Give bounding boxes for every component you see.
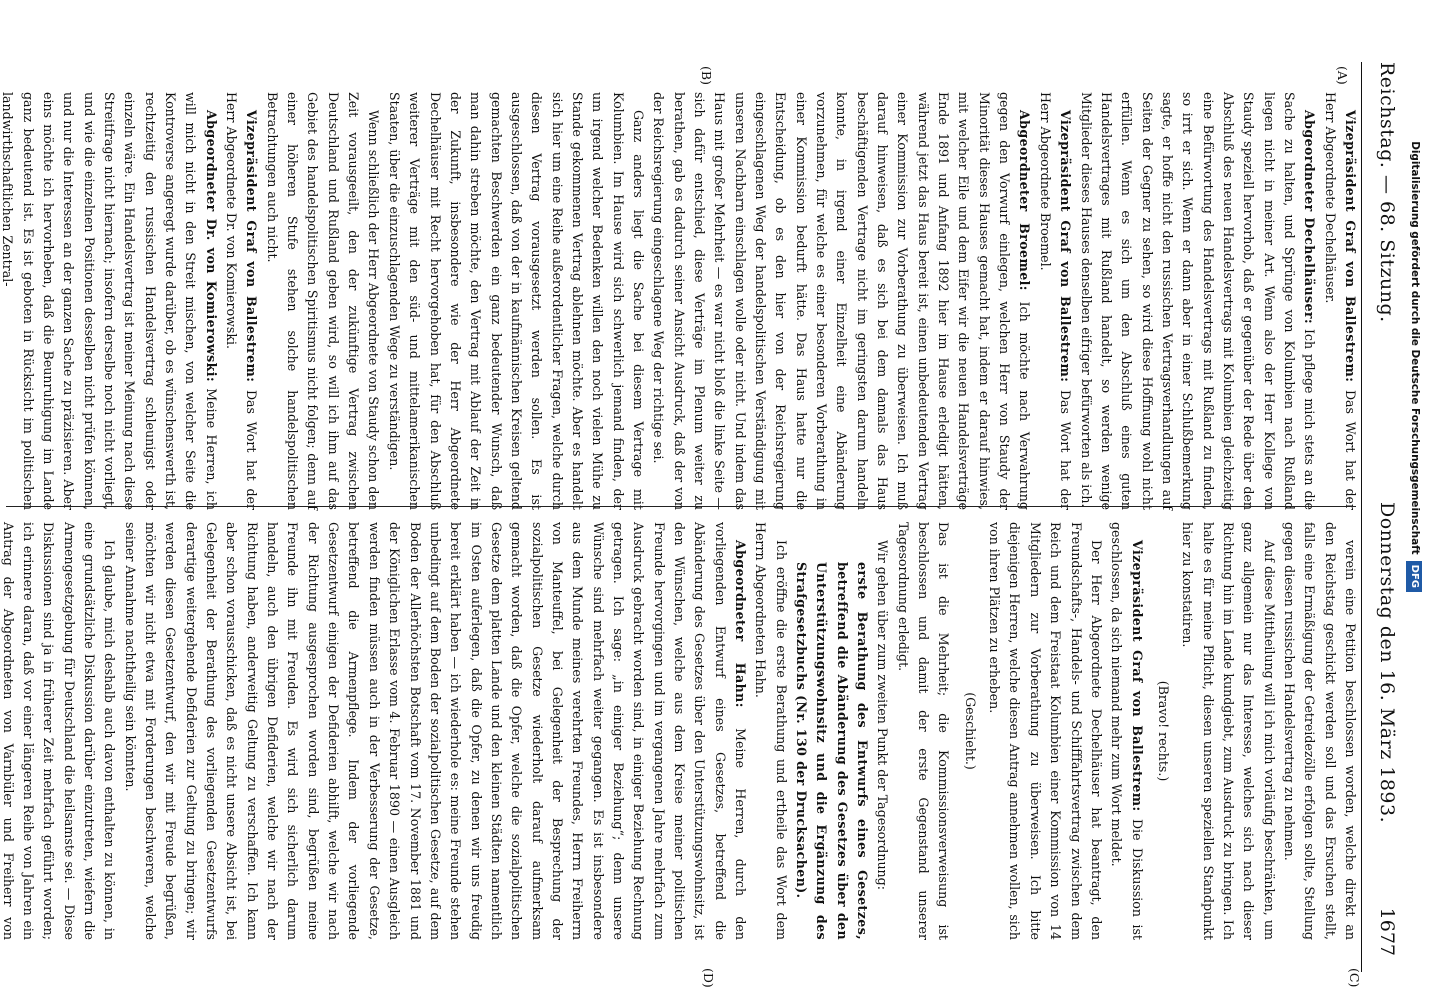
paragraph-text: Wir gehen über zum zweiten Punkt der Tagesordnung:: [875, 540, 891, 890]
paragraph-text: (Geschieht.): [962, 692, 978, 770]
paragraph-text: Ich eröffne die erste Berathung und ertheile das Wort dem Herrn Abgeordneten Hahn.: [753, 522, 789, 940]
paragraph-text: Das ist die Mehrheit; die Kommissionsverweisung ist beschlossen und damit der erste Gegenstand unserer Tagesordnung erledigt.: [895, 522, 952, 940]
paragraph-text: Das Wort hat der Herr Abgeordnete Broemel.: [1037, 92, 1074, 510]
paragraph-text: Ganz anders liegt die Sache bei diesem Vertrage mit Kolumbien. Im Hause wird sich schwerlich jemand finden, der um irgend welcher Bedenken willen den noch vielen Mühe zu Stande gekommenen Vertrag ablehnen möchte. Aber es handelt sich hier um eine Reihe außerordentlicher Fragen, welche durch diesen Vertrag vorausgesetzt werden sollen. Es ist ausgeschlossen, daß von der in kaufmännischen Kreisen geltend gemachten Beschwerden ein ganz bedeutender Wunsch, daß man dahin streben möchte, den Vertrag mit Ablauf der Zeit in der Zukunft, insbesondere wie der Herr Abgeordnete Dechelhäuser mit Recht hervorgehoben hat, für den Abschluß weiterer Verträge mit den süd- und mittelamerikanischen Staaten, über die einzuschlagenden Wege zu verständigen.: [386, 92, 646, 510]
paragraph: [1319, 92, 1360, 510]
paragraph: [892, 522, 953, 940]
paragraph: [750, 522, 791, 940]
paragraph-text: Der Herr Abgeordnete Dechelhäuser hat beantragt, den Freundschafts-, Handels- und Schifffahrtsvertrag zwischen dem Reich und dem Freistaat Kolumbien einer Kommission von 14 Mitgliedern zur Vorberathung zu überweisen. Ich bitte diejenigen Herren, welche diesen Antrag annehmen wollen, sich von ihren Plätzen zu erheben.: [987, 522, 1104, 940]
paragraph: [872, 522, 892, 940]
paragraph: [1035, 92, 1076, 510]
paragraph-text: Das Wort hat der Herr Abgeordnete Dechelhäuser.: [1322, 92, 1358, 510]
speaker-name: Vizepräsident Graf von Ballestrem:: [244, 110, 260, 383]
paragraph: [984, 522, 1106, 940]
paragraph-text: Ich pflege mich stets an die Sache zu halten, und Sprünge von Kolumbien nach Rußland liegen nicht in meiner Art. Wenn also der Herr Kollege von Staudy speziell hervorhob, daß er gegenüber der Rede über den Abschluß des neuen Handelsvertrags mit Kolumbien gleichzeitig eine Befürwortung des Handelsvertrags mit Rußland zu finden, so irrt er sich. Wenn er dann aber in einer Schlußbemerkung sagte, er hoffe nicht den russischen Vertragsverhandlungen auf Seiten der Gegner zu sehen, so wird diese Hoffnung wohl nicht erfüllen. Wenn es sich um den Abschluß eines guten Handelsvertrages mit Rußland handelt, so werden wenige Mitglieder dieses Hauses denselben eifriger befürworten als ich.: [1078, 92, 1318, 510]
paragraph-text: Die Diskussion ist geschlossen, da sich niemand mehr zum Wort meldet.: [1109, 522, 1145, 940]
speaker-name: Abgeordneter Hahn:: [733, 540, 749, 708]
paragraph-text: Das Wort hat der Herr Abgeordnete Dr. von Komierowski.: [224, 92, 260, 510]
speaker-name: Vizepräsident Graf von Ballestrem:: [1058, 110, 1074, 383]
interjection: [1153, 522, 1173, 940]
left-column: [0, 92, 1360, 510]
paragraph-text: Auf diese Mittheilung will ich mich vorläufig beschränken, um ganz allgemein nur das Interesse, welches sich nach dieser Richtung hin im Lande kundgiebt, zum Ausdruck zu bringen. Ich halte es für meine Pflicht, diesen unseren speziellen Standpunkt hier zu konstatiren.: [1180, 522, 1277, 940]
paragraph: [261, 92, 383, 510]
interjection: [959, 522, 979, 940]
paragraph: [384, 92, 648, 510]
paragraph: [1075, 92, 1319, 510]
right-column: [0, 522, 1360, 940]
funding-note: [1404, 4, 1428, 592]
margin-mark-a: (A): [1335, 66, 1350, 85]
agenda-item: [791, 522, 872, 940]
speaker-name: Vizepräsident Graf von Ballestrem:: [1343, 110, 1358, 383]
speaker-name: Vizepräsident Graf von Ballestrem:: [1129, 540, 1145, 812]
paragraph-text: Meine Herren, durch den vorliegenden Entwurf eines Gesetzes, betreffend die Abänderung des Gesetzes über den Unterstützungswohnsitz, ist den Wünschen, welche aus dem Kreise meiner politischen Freunde hervorgingen und im vergangenen Jahre mehrfach zum Ausdruck gebracht worden sind, in einiger Beziehung Rechnung getragen. Ich sage: „in einiger Beziehung“; denn unsere Wünsche sind mehrfach weiter gegangen. Es ist insbesondere aus dem Munde meines verehrten Freundes, Herrn Freiherrn von Manteuffel, bei Gelegenheit der Besprechung der sozialpolitischen Gesetze wiederholt darauf aufmerksam gemacht worden, daß die Opfer, welche die sozialpolitischen Gesetze dem platten Lande und den kleinen Städten namentlich im Osten auferlegen, daß die Opfer, zu denen wir uns freudig bereit erklärt haben — ich wiederhole es: meine Freunde stehen unbedingt auf dem Boden der sozialpolitischen Gesetze, auf dem Boden der Allerhöchsten Botschaft vom 17. November 1881 und der Königlichen Erlasse vom 4. Februar 1890 — einen Ausgleich werden finden müssen auch in der Verbesserung der Gesetze, betreffend die Armenpflege. Indem der vorliegende Gesetzentwurf einigen der Defiderien abhilft, welche wir nach der Richtung ausgesprochen worden sind, begrüßen meine Freunde ihn mit Freuden. Es wird sich sicherlich darum handeln, auch den übrigen Defiderien, welche wir nach der Richtung haben, anderweitig Geltung zu verschaffen. Ich kann aber schon vorausschicken, daß es nicht unsere Absicht ist, bei Gelegenheit der Berathung des vorliegenden Gesetzentwurfs derartige weitergehende Defiderien zur Geltung zu bringen; wir werden diesen Gesetzentwurf, den wir mit Freude begrüßen, möchten wir nicht etwa mit Forderungen beschweren, welche seiner Annahme nachtheilig sein könnten.: [122, 522, 749, 940]
paragraph: [1279, 522, 1360, 940]
paragraph-text: Ich glaube, mich deshalb auch davon enthalten zu können, in eine grundsätzliche Diskussion darüber einzutreten, wiefern die Armengesetzgebung für Deutschland die heilsamste sei. — Diese Diskussionen sind ja in früherer Zeit mehrfach geführt worden; ich erinnere daran, daß vor einer längeren Reihe von Jahren ein Antrag der Abgeordneten von Varnbüler und Freiherr von: [0, 522, 118, 940]
paragraph-text: verein eine Petition beschlossen worden, welche direkt an den Reichstag geschickt werden soll und das Ersuchen stellt, falls eine Ermäßigung der Getreidezölle erfolgen sollte, Stellung gegen diesen russischen Handelsvertrag zu nehmen.: [1281, 522, 1358, 940]
paragraph: [0, 522, 119, 940]
dfg-logo: DFG: [1406, 561, 1422, 592]
speaker-name: Abgeordneter Broemel:: [1017, 110, 1033, 291]
paragraph: [648, 92, 1035, 510]
paragraph: [119, 522, 750, 940]
paragraph-text: Meine Herren, ich will mich nicht in den Streit mischen, von welcher Seite die Kontroverse angeregt wurde darüber, ob es wünschenswerth ist, rechtzeitig den russischen Handelsvertrag schleunigst oder einzeln wäre. Ein Handelsvertrag ist meiner Meinung nach diese Streitfrage nicht hiernach; insofern derselbe noch nicht vorliegt, und wie die einzelnen Positionen desselben nicht prüfen können, und nur die Interessen an der ganzen Sache zu präzisieren. Aber eins möchte ich hervorheben, daß die Beunruhigung im Lande ganz bedeutend ist. Es ist geboten in Rücksicht im politischen landwirthschaftlichen Zentral-: [0, 92, 219, 511]
speaker-name: Abgeordneter Dr. von Komierowski:: [203, 110, 219, 383]
margin-mark-c: (C): [1347, 968, 1362, 988]
funding-note-text: Digitalisierung gefördert durch die Deutsche Forschungsgemeinschaft: [1409, 141, 1421, 555]
paragraph-text: (Bravo! rechts.): [1155, 680, 1171, 782]
paragraph-text: Ich möchte nach Verwahrung gegen den Vorwurf einlegen, welchen Herr von Staudy der Minorität dieses Hauses gemacht hat, indem er darauf hinwies, mit welcher Eile und dem Eifer wir die neuen Handelsverträge Ende 1891 und Anfang 1892 hier im Hause erledigt hätten, während jetzt das Haus bereit ist, einen unbedeutenden Vertrag einer Kommission zur Vorberathung zu überweisen. Ich muß darauf hinweisen, daß es sich bei dem damals das Haus beschäftigenden Vertrage nicht im geringsten darum handeln konnte, in irgend einer Einzelheit eine Abänderung vorzunehmen, für welche es einer besonderen Vorberathung in einer Kommission bedurft hätte. Das Haus hatte nur die Entscheidung, ob es den hier von der Reichsregierung eingeschlagenen Weg der handelspolitischen Verständigung mit unseren Nachbarn einschlagen wolle oder nicht. Und indem das Haus mit großer Mehrheit — es war nicht bloß die linke Seite — sich dafür entschied, diese Verträge im Plenum weiter zu berathen, gab es dadurch seiner Ansicht Ausdruck, daß der von der Reichsregierung eingeschlagene Weg der richtige sei.: [651, 92, 1033, 510]
session-title: Reichstag. — 68. Sitzung.: [1376, 62, 1398, 323]
session-date: Donnerstag den 16. März 1893.: [1376, 502, 1398, 824]
paragraph: [1106, 522, 1147, 940]
margin-mark-b: (B): [699, 66, 714, 85]
speaker-name: Abgeordneter Dechelhäuser:: [1302, 110, 1318, 325]
column-divider: [6, 506, 1356, 507]
paragraph: [1177, 522, 1279, 940]
margin-mark-d: (D): [701, 968, 716, 988]
paragraph-text: Wenn schließlich der Herr Abgeordnete von Staudy schon den Zeit vorausgeeilt, den der zukünftige Vertrag zwischen Deutschland und Rußland geben wird, so will ich ihm auf das Gebiet des handelspolitischen Spiritismus nicht folgen; denn auf einer höheren Stufe stehen solche handelspolitischen Betrachtungen auch nicht.: [264, 92, 382, 510]
paragraph: [221, 92, 262, 510]
paragraph-text: erste Berathung des Entwurfs eines Gesetzes, betreffend die Abänderung des Gesetzes über den Unterstützungswohnsitz und die Ergänzung des Strafgesetzbuchs (Nr. 130 der Drucksachen).: [794, 562, 871, 940]
page-number: 1677: [1376, 907, 1398, 956]
paragraph: [0, 92, 221, 510]
